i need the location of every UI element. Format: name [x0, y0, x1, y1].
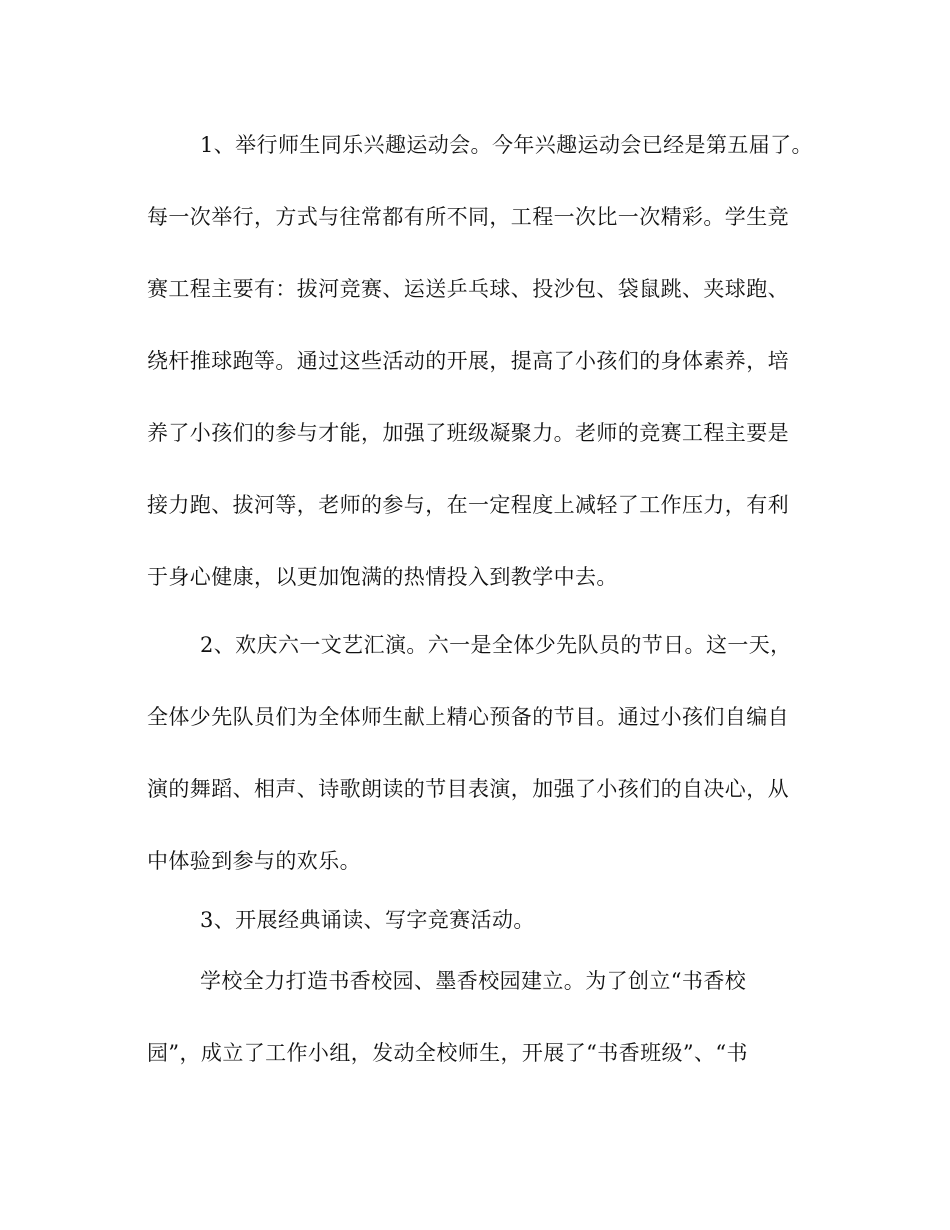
paragraph-1-line-6: 接力跑、拔河等，老师的参与，在一定程度上减轻了工作压力，有利	[147, 493, 789, 517]
paragraph-1-line-1: 1、举行师生同乐兴趣运动会。今年兴趣运动会已经是第五届了。	[200, 133, 813, 157]
paragraph-1-line-4: 绕杆推球跑等。通过这些活动的开展，提高了小孩们的身体素养，培	[147, 349, 789, 373]
paragraph-4-line-1: 学校全力打造书香校园、墨香校园建立。为了创立“书香校	[200, 969, 747, 993]
paragraph-4-line-2: 园”，成立了工作小组，发动全校师生，开展了“书香班级”、“书	[147, 1041, 748, 1065]
paragraph-2-line-2: 全体少先队员们为全体师生献上精心预备的节目。通过小孩们自编自	[147, 705, 789, 729]
paragraph-2-line-3: 演的舞蹈、相声、诗歌朗读的节目表演，加强了小孩们的自决心，从	[147, 777, 789, 801]
paragraph-1-line-5: 养了小孩们的参与才能，加强了班级凝聚力。老师的竞赛工程主要是	[147, 421, 789, 445]
paragraph-3-line-1: 3、开展经典诵读、写字竞赛活动。	[200, 908, 535, 932]
paragraph-1-line-7: 于身心健康，以更加饱满的热情投入到教学中去。	[147, 565, 618, 589]
paragraph-1-line-3: 赛工程主要有：拔河竞赛、运送乒乓球、投沙包、袋鼠跳、夹球跑、	[147, 277, 789, 301]
paragraph-2-line-4: 中体验到参与的欢乐。	[147, 849, 361, 873]
paragraph-2-line-1: 2、欢庆六一文艺汇演。六一是全体少先队员的节日。这一天，	[200, 633, 792, 657]
paragraph-1-line-2: 每一次举行，方式与往常都有所不同，工程一次比一次精彩。学生竞	[147, 205, 789, 229]
